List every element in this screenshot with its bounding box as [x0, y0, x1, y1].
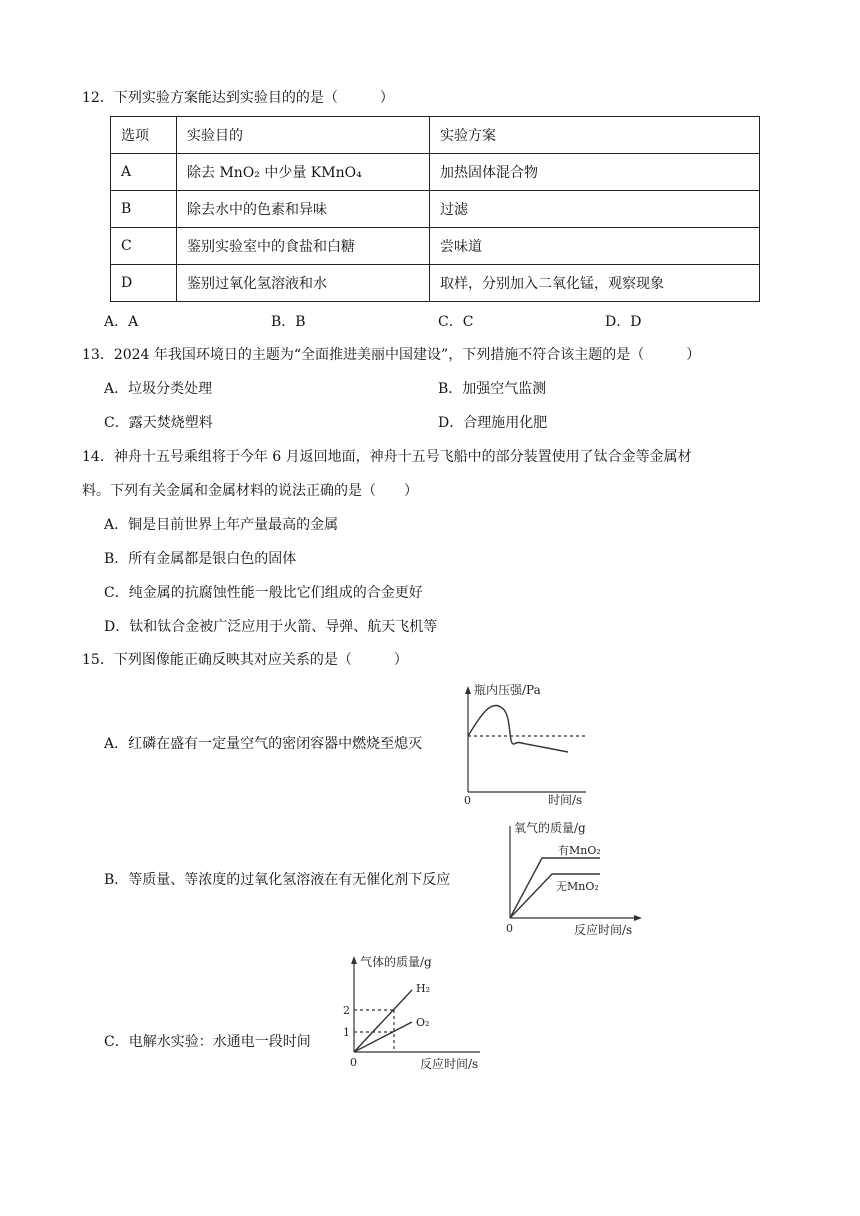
- row-purpose: 除去水中的色素和异味: [177, 191, 430, 228]
- table-row: [111, 228, 760, 265]
- graph-b-origin: 0: [506, 922, 513, 935]
- graph-c-series-h2: H₂: [416, 982, 431, 995]
- q15-choice-b[interactable]: B．等质量、等浓度的过氧化氢溶液在有无催化剂下反应: [104, 872, 451, 888]
- graph-a-pressure-curve: [468, 705, 568, 752]
- graph-a-xlabel: 时间/s: [548, 793, 583, 807]
- row-option: A: [111, 154, 177, 191]
- q14-stem-line1: 14．神舟十五号乘组将于今年 6 月返回地面，神舟十五号飞船中的部分装置使用了钛合金等金属材: [82, 449, 692, 465]
- q12-experiment-table: [110, 116, 760, 302]
- graph-c-y-arrow: [351, 956, 357, 964]
- graph-b-ylabel: 氧气的质量/g: [514, 821, 586, 835]
- row-plan: 过滤: [430, 191, 760, 228]
- row-plan: 取样，分别加入二氧化锰，观察现象: [430, 265, 760, 302]
- graph-b-series-with: 有MnO₂: [558, 844, 601, 857]
- graph-c-series-o2: O₂: [416, 1016, 430, 1029]
- q14-choice-c[interactable]: C．纯金属的抗腐蚀性能一般比它们组成的合金更好: [104, 585, 423, 601]
- table-header-row: [111, 117, 760, 154]
- graph-a-origin: 0: [464, 794, 471, 807]
- graph-c-xlabel: 反应时间/s: [420, 1057, 479, 1071]
- q14-choice-b[interactable]: B．所有金属都是银白色的固体: [104, 551, 297, 567]
- q14-choice-a[interactable]: A．铜是目前世界上年产量最高的金属: [104, 517, 339, 533]
- row-option: D: [111, 265, 177, 302]
- graph-c-o2-line: [354, 1022, 412, 1052]
- row-purpose: 除去 MnO₂ 中少量 KMnO₄: [177, 154, 430, 191]
- row-plan: 加热固体混合物: [430, 154, 760, 191]
- row-purpose: 鉴别过氧化氢溶液和水: [177, 265, 430, 302]
- graph-a-y-arrow: [465, 686, 471, 694]
- q15-choice-a[interactable]: A．红磷在盛有一定量空气的密闭容器中燃烧至熄灭: [104, 736, 423, 752]
- row-option: C: [111, 228, 177, 265]
- q12-choice-a[interactable]: A．A: [104, 314, 139, 330]
- q15-choice-c[interactable]: C．电解水实验：水通电一段时间: [104, 1034, 311, 1050]
- header-option: 选项: [111, 117, 177, 154]
- graph-b-xlabel: 反应时间/s: [574, 923, 633, 937]
- row-option: B: [111, 191, 177, 228]
- graph-b-x-arrow: [634, 915, 642, 921]
- q12-choice-b[interactable]: B．B: [271, 314, 306, 330]
- q12-choice-d[interactable]: D．D: [605, 314, 642, 330]
- graph-a-ylabel: 瓶内压强/Pa: [474, 683, 541, 697]
- table-row: [111, 265, 760, 302]
- graph-c-h2-line: [354, 990, 412, 1052]
- table-row: [111, 191, 760, 228]
- row-plan: 尝味道: [430, 228, 760, 265]
- q12-choice-c[interactable]: C．C: [438, 314, 474, 330]
- q13-choice-a[interactable]: A．垃圾分类处理: [104, 381, 213, 397]
- q14-choice-d[interactable]: D．钛和钛合金被广泛应用于火箭、导弹、航天飞机等: [104, 619, 438, 635]
- graph-c-origin: 0: [350, 1056, 357, 1069]
- q13-choice-b[interactable]: B．加强空气监测: [438, 381, 547, 397]
- graph-c-ylabel: 气体的质量/g: [360, 955, 432, 969]
- header-plan: 实验方案: [430, 117, 760, 154]
- graph-b: [500, 818, 650, 940]
- q15-stem: 15．下列图像能正确反映其对应关系的是（ ）: [82, 652, 408, 668]
- graph-c: [340, 950, 490, 1076]
- graph-b-series-without: 无MnO₂: [556, 880, 599, 893]
- header-purpose: 实验目的: [177, 117, 430, 154]
- graph-c-ytick-2: 2: [343, 1004, 350, 1017]
- graph-c-ytick-1: 1: [343, 1026, 350, 1039]
- q13-stem: 13．2024 年我国环境日的主题为“全面推进美丽中国建设”，下列措施不符合该主题的是（ ）: [82, 347, 701, 363]
- table-row: [111, 154, 760, 191]
- q14-stem-line2: 料。下列有关金属和金属材料的说法正确的是（ ）: [82, 483, 418, 499]
- q12-stem: 12．下列实验方案能达到实验目的的是（ ）: [82, 90, 394, 106]
- graph-a: [456, 680, 596, 810]
- q13-choice-d[interactable]: D．合理施用化肥: [438, 415, 548, 431]
- row-purpose: 鉴别实验室中的食盐和白糖: [177, 228, 430, 265]
- q13-choice-c[interactable]: C．露天焚烧塑料: [104, 415, 213, 431]
